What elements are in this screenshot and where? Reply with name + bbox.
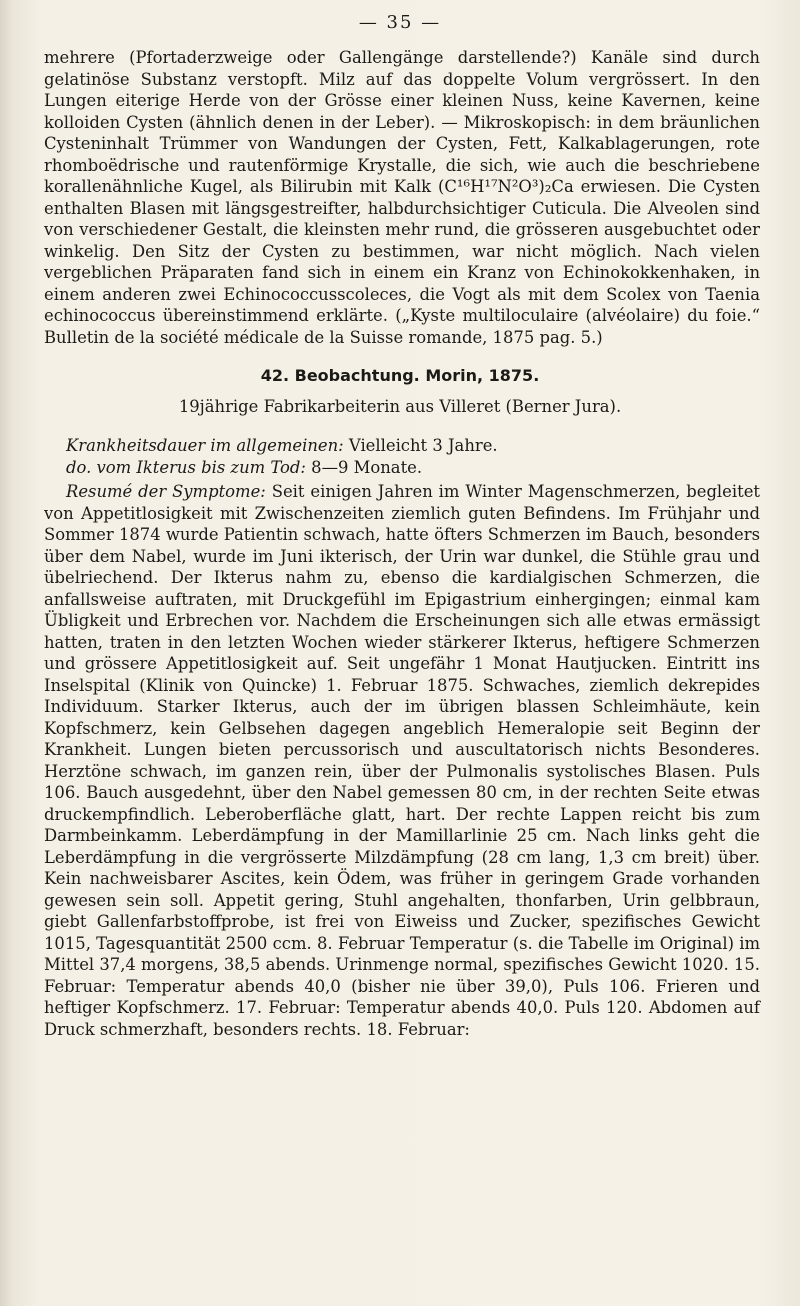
duration-value: Vielleicht 3 Jahre. bbox=[348, 436, 498, 455]
icterus-label: do. vom Ikterus bis zum Tod: bbox=[66, 458, 306, 477]
patient-description: 19jährige Fabrikarbeiterin aus Villeret (Berner Jura). bbox=[178, 397, 622, 416]
paragraph-case-41-end bbox=[44, 47, 760, 348]
symptoms-body: Seit einigen Jahren im Winter Magenschmerzen, begleitet von Appetitlosigkeit mit Zwischenzeiten ziemlich guten Befindens. Im Frühjahr und Sommer 1874 wurde Patientin schwach, hatte öfters Schmerzen im Bauch, besonders über dem Nabel, wurde im Juni ikterisch, der Urin war dunkel, die Stühle grau und übelriechend. Der Ikterus nahm zu, ebenso die kardialgischen Schmerzen, die anfallsweise auftraten, mit Druckgefühl im Epigastrium einhergingen; einmal kam Übligkeit und Erbrechen vor. Nachdem die Erscheinungen sich alle etwas ermässigt hatten, traten in den letzten Wochen wieder stärkerer Ikterus, heftigere Schmerzen und grössere Appetitlosigkeit auf. Seit ungefähr 1 Monat Hautjucken. Eintritt ins Inselspital (Klinik von Quincke) 1. Februar 1875. Schwaches, ziemlich dekrepides Individuum. Starker Ikterus, auch der im übrigen blassen Schleimhäute, kein Kopfschmerz, kein Gelbsehen dagegen angeblich Hemeralopie seit Beginn der Krankheit. Lungen bieten percussorisch und auscultatorisch nichts Besonderes. Herztöne schwach, im ganzen rein, über der Pulmonalis systolisches Blasen. Puls 106. Bauch ausgedehnt, über den Nabel gemessen 80 cm, in der rechten Seite etwas druckempfindlich. Leberoberfläche glatt, hart. Der rechte Lappen reicht bis zum Darmbeinkamm. Leberdämpfung in der Mamillarlinie 25 cm. Nach links geht die Leberdämpfung in die vergrösserte Milzdämpfung (28 cm lang, 1,3 cm breit) über. Kein nachweisbarer Ascites, kein Ödem, was früher in geringem Grade vorhanden gewesen sein soll. Appetit gering, Stuhl angehalten, thonfarben, Urin gelbbraun, giebt Gallenfarbstoffprobe, ist frei von Eiweiss und Zucker, spezifisches Gewicht 1015, Tagesquantität 2500 ccm. 8. Februar Temperatur (s. die Tabelle im Original) im Mittel 37,4 morgens, 38,5 abends. Urinmenge normal, spezifisches Gewicht 1020. 15. Februar: Temperatur abends 40,0 (bisher nie über 39,0), Puls 106. Frieren und heftiger Kopfschmerz. 17. Februar: Temperatur abends 40,0. Puls 120. Abdomen auf Druck schmerzhaft, besonders rechts. 18. Februar: bbox=[44, 482, 760, 1039]
symptoms-paragraph bbox=[44, 481, 760, 1040]
duration-label: Krankheitsdauer im allgemeinen: bbox=[66, 436, 344, 455]
symptoms-label: Resumé der Symptome: bbox=[66, 482, 266, 501]
page-number: — 35 — bbox=[358, 12, 442, 33]
symptoms-text bbox=[44, 481, 760, 1040]
paragraph-text: mehrere (Pfortaderzweige oder Gallengänge darstellende?) Kanäle sind durch gelatinöse Substanz verstopft. Milz auf das doppelte Volum vergrössert. In den Lungen eiterige Herde von der Grösse einer kleinen Nuss, keine Kavernen, keine kolloiden Cysten (ähnlich denen in der Leber). — Mikroskopisch: in dem bräunlichen Cysteninhalt Trümmer von Wandungen der Cysten, Fett, Kalkablagerungen, rote rhomboëdrische und rautenförmige Krystalle, die sich, wie auch die beschriebene korallenähnliche Kugel, als Bilirubin mit Kalk (C¹⁶H¹⁷N²O³)₂Ca erwiesen. Die Cysten enthalten Blasen mit längsgestreifter, halbdurchsichtiger Cuticula. Die Alveolen sind von verschiedener Gestalt, die kleinsten mehr rund, die grösseren ausgebuchtet oder winkelig. Den Sitz der Cysten zu bestimmen, war nicht möglich. Nach vielen vergeblichen Präparaten fand sich in einem ein Kranz von Echinokokkenhaken, in einem anderen zwei Echinococcusscoleces, die Vogt als mit dem Scolex von Taenia echinococcus übereinstimmend erklärte. („Kyste multiloculaire (alvéolaire) du foie.“ Bulletin de la société médicale de la Suisse romande, 1875 pag. 5.) bbox=[44, 48, 760, 347]
icterus-value: 8—9 Monate. bbox=[311, 458, 423, 477]
section-heading: 42. Beobachtung. Morin, 1875. bbox=[260, 366, 540, 385]
icterus-line bbox=[66, 458, 422, 477]
duration-line bbox=[66, 436, 498, 455]
